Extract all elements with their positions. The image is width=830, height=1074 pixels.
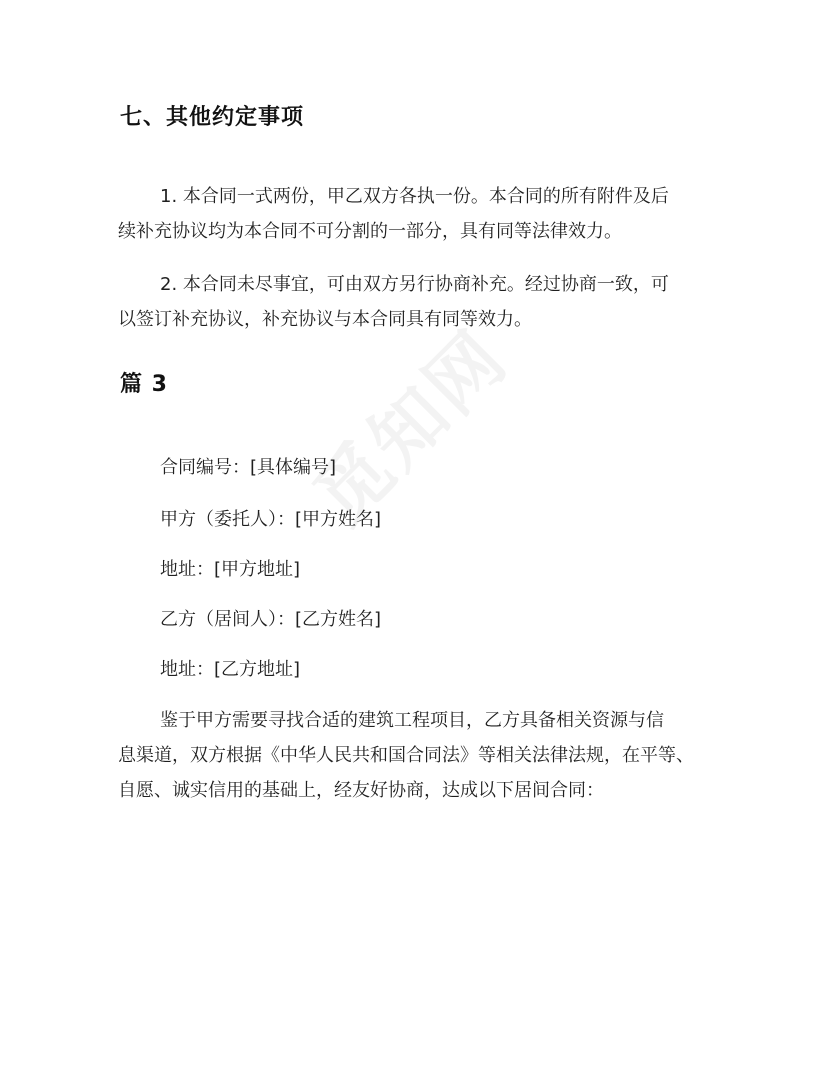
- contract-number: 合同编号：[具体编号]: [160, 457, 337, 478]
- party-a: 甲方（委托人）：[甲方姓名]: [160, 509, 382, 530]
- clause-1-line-1: 1. 本合同一式两份，甲乙双方各执一份。本合同的所有附件及后: [160, 186, 669, 207]
- section-seven-heading: 七、其他约定事项: [120, 105, 305, 130]
- clause-2: [118, 267, 718, 337]
- part-three-heading: 篇 3: [120, 372, 168, 397]
- clause-1: [118, 179, 718, 249]
- party-b-address: 地址：[乙方地址]: [160, 659, 301, 680]
- clause-2-line-1: 2. 本合同未尽事宜，可由双方另行协商补充。经过协商一致，可: [160, 274, 669, 295]
- clause-2-line-2: 以签订补充协议，补充协议与本合同具有同等效力。: [118, 309, 532, 330]
- party-a-address: 地址：[甲方地址]: [160, 559, 301, 580]
- clause-1-line-2: 续补充协议均为本合同不可分割的一部分，具有同等法律效力。: [118, 221, 622, 242]
- preamble: [118, 703, 718, 808]
- preamble-line-3: 自愿、诚实信用的基础上，经友好协商，达成以下居间合同：: [118, 780, 604, 801]
- preamble-line-1: 鉴于甲方需要寻找合适的建筑工程项目，乙方具备相关资源与信: [160, 710, 664, 731]
- preamble-line-2: 息渠道，双方根据《中华人民共和国合同法》等相关法律法规，在平等、: [118, 745, 694, 766]
- party-b: 乙方（居间人）：[乙方姓名]: [160, 609, 382, 630]
